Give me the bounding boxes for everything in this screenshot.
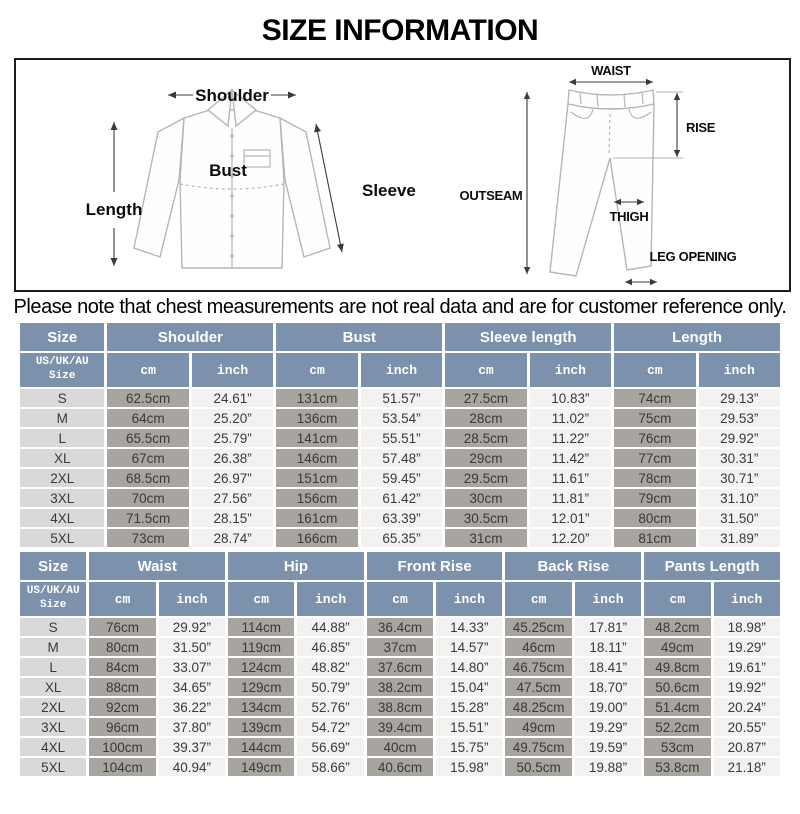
- unit-header-inch: inch: [575, 582, 641, 616]
- size-cell: S: [20, 618, 86, 636]
- inch-value-cell: 31.89”: [699, 529, 780, 547]
- inch-value-cell: 26.38”: [192, 449, 273, 467]
- tops-size-table: [17, 321, 783, 549]
- cm-value-cell: 151cm: [276, 469, 357, 487]
- cm-value-cell: 74cm: [614, 389, 695, 407]
- cm-value-cell: 70cm: [107, 489, 188, 507]
- inch-value-cell: 19.00”: [575, 698, 641, 716]
- inch-value-cell: 34.65”: [159, 678, 225, 696]
- size-cell: M: [20, 638, 86, 656]
- group-header-shoulder: Shoulder: [107, 323, 273, 351]
- cm-value-cell: 53.8cm: [644, 758, 710, 776]
- inch-value-cell: 56.69”: [297, 738, 363, 756]
- cm-value-cell: 29.5cm: [445, 469, 526, 487]
- inch-value-cell: 15.04”: [436, 678, 502, 696]
- cm-value-cell: 37.6cm: [367, 658, 433, 676]
- pants-waist-label: WAIST: [591, 63, 631, 78]
- arrowhead-icon: [524, 267, 530, 274]
- cm-value-cell: 39.4cm: [367, 718, 433, 736]
- inch-value-cell: 48.82”: [297, 658, 363, 676]
- inch-value-cell: 12.20”: [530, 529, 611, 547]
- arrowhead-icon: [646, 79, 653, 85]
- pants-thigh-label: THIGH: [609, 209, 649, 224]
- cm-value-cell: 77cm: [614, 449, 695, 467]
- inch-value-cell: 20.24”: [714, 698, 781, 716]
- size-table-row: [20, 529, 780, 547]
- inch-value-cell: 57.48”: [361, 449, 442, 467]
- cm-value-cell: 88cm: [89, 678, 155, 696]
- pants-rise-label: RISE: [686, 120, 716, 135]
- inch-value-cell: 29.13”: [699, 389, 780, 407]
- inch-value-cell: 31.50”: [159, 638, 225, 656]
- inch-value-cell: 11.81”: [530, 489, 611, 507]
- shirt-length-label: Length: [85, 200, 143, 219]
- pants-group-header-row: [20, 552, 780, 580]
- size-column-header: Size: [20, 552, 86, 580]
- cm-value-cell: 46.75cm: [505, 658, 571, 676]
- pants-leg-opening-label: LEG OPENING: [649, 249, 737, 264]
- arrowhead-icon: [625, 279, 632, 285]
- size-cell: M: [20, 409, 104, 427]
- inch-value-cell: 44.88”: [297, 618, 363, 636]
- size-table-row: [20, 758, 780, 776]
- cm-value-cell: 48.25cm: [505, 698, 571, 716]
- size-cell: 5XL: [20, 758, 86, 776]
- size-table-row: [20, 618, 780, 636]
- inch-value-cell: 29.53”: [699, 409, 780, 427]
- cm-value-cell: 38.8cm: [367, 698, 433, 716]
- shirt-measurement-diagram: [22, 60, 452, 290]
- shirt-left-sleeve: [134, 118, 184, 257]
- cm-value-cell: 49cm: [644, 638, 710, 656]
- inch-value-cell: 51.57”: [361, 389, 442, 407]
- unit-header-inch: inch: [192, 353, 273, 387]
- inch-value-cell: 25.79”: [192, 429, 273, 447]
- size-table-row: [20, 489, 780, 507]
- cm-value-cell: 76cm: [89, 618, 155, 636]
- cm-value-cell: 96cm: [89, 718, 155, 736]
- inch-value-cell: 31.50”: [699, 509, 780, 527]
- unit-header-inch: inch: [530, 353, 611, 387]
- cm-value-cell: 45.25cm: [505, 618, 571, 636]
- group-header-sleeve-length: Sleeve length: [445, 323, 611, 351]
- inch-value-cell: 15.98”: [436, 758, 502, 776]
- inch-value-cell: 19.88”: [575, 758, 641, 776]
- pants-measurement-diagram: [453, 60, 783, 290]
- inch-value-cell: 30.71”: [699, 469, 780, 487]
- cm-value-cell: 37cm: [367, 638, 433, 656]
- group-header-back-rise: Back Rise: [505, 552, 641, 580]
- group-header-length: Length: [614, 323, 780, 351]
- measurement-diagram-box: [14, 58, 791, 292]
- pants-outseam-label: OUTSEAM: [459, 188, 523, 203]
- size-table-row: [20, 389, 780, 407]
- cm-value-cell: 27.5cm: [445, 389, 526, 407]
- inch-value-cell: 19.61”: [714, 658, 781, 676]
- cm-value-cell: 166cm: [276, 529, 357, 547]
- inch-value-cell: 24.61”: [192, 389, 273, 407]
- inch-value-cell: 20.87”: [714, 738, 781, 756]
- size-cell: 4XL: [20, 738, 86, 756]
- inch-value-cell: 18.98”: [714, 618, 781, 636]
- inch-value-cell: 18.41”: [575, 658, 641, 676]
- inch-value-cell: 19.59”: [575, 738, 641, 756]
- unit-header-inch: inch: [159, 582, 225, 616]
- cm-value-cell: 50.5cm: [505, 758, 571, 776]
- inch-value-cell: 28.15”: [192, 509, 273, 527]
- cm-value-cell: 38.2cm: [367, 678, 433, 696]
- cm-value-cell: 46cm: [505, 638, 571, 656]
- cm-value-cell: 29cm: [445, 449, 526, 467]
- pants-size-table: [17, 550, 783, 778]
- cm-value-cell: 92cm: [89, 698, 155, 716]
- tops-unit-header-row: [20, 353, 780, 387]
- cm-value-cell: 49.75cm: [505, 738, 571, 756]
- shirt-right-sleeve: [280, 118, 330, 257]
- cm-value-cell: 40cm: [367, 738, 433, 756]
- inch-value-cell: 30.31”: [699, 449, 780, 467]
- cm-value-cell: 146cm: [276, 449, 357, 467]
- us-uk-au-size-header: US/UK/AU Size: [20, 353, 104, 387]
- shirt-shoulder-label: Shoulder: [195, 86, 269, 105]
- cm-value-cell: 48.2cm: [644, 618, 710, 636]
- cm-value-cell: 114cm: [228, 618, 294, 636]
- unit-header-cm: cm: [228, 582, 294, 616]
- group-header-bust: Bust: [276, 323, 442, 351]
- arrowhead-icon: [313, 123, 321, 132]
- inch-value-cell: 25.20”: [192, 409, 273, 427]
- inch-value-cell: 63.39”: [361, 509, 442, 527]
- inch-value-cell: 50.79”: [297, 678, 363, 696]
- inch-value-cell: 54.72”: [297, 718, 363, 736]
- size-cell: XL: [20, 449, 104, 467]
- cm-value-cell: 119cm: [228, 638, 294, 656]
- inch-value-cell: 52.76”: [297, 698, 363, 716]
- cm-value-cell: 47.5cm: [505, 678, 571, 696]
- cm-value-cell: 80cm: [89, 638, 155, 656]
- cm-value-cell: 76cm: [614, 429, 695, 447]
- inch-value-cell: 36.22”: [159, 698, 225, 716]
- inch-value-cell: 53.54”: [361, 409, 442, 427]
- cm-value-cell: 141cm: [276, 429, 357, 447]
- unit-header-cm: cm: [367, 582, 433, 616]
- inch-value-cell: 15.75”: [436, 738, 502, 756]
- shirt-sleeve-label: Sleeve: [362, 181, 416, 200]
- cm-value-cell: 75cm: [614, 409, 695, 427]
- cm-value-cell: 30.5cm: [445, 509, 526, 527]
- cm-value-cell: 84cm: [89, 658, 155, 676]
- cm-value-cell: 134cm: [228, 698, 294, 716]
- size-table-row: [20, 449, 780, 467]
- cm-value-cell: 52.2cm: [644, 718, 710, 736]
- size-table-row: [20, 509, 780, 527]
- cm-value-cell: 104cm: [89, 758, 155, 776]
- inch-value-cell: 39.37”: [159, 738, 225, 756]
- inch-value-cell: 18.70”: [575, 678, 641, 696]
- cm-value-cell: 40.6cm: [367, 758, 433, 776]
- inch-value-cell: 11.02”: [530, 409, 611, 427]
- inch-value-cell: 33.07”: [159, 658, 225, 676]
- pants-legs: [550, 104, 654, 276]
- cm-value-cell: 144cm: [228, 738, 294, 756]
- inch-value-cell: 31.10”: [699, 489, 780, 507]
- group-header-front-rise: Front Rise: [367, 552, 503, 580]
- cm-value-cell: 129cm: [228, 678, 294, 696]
- inch-value-cell: 58.66”: [297, 758, 363, 776]
- size-table-row: [20, 469, 780, 487]
- arrowhead-icon: [674, 150, 680, 157]
- inch-value-cell: 21.18”: [714, 758, 781, 776]
- cm-value-cell: 50.6cm: [644, 678, 710, 696]
- inch-value-cell: 65.35”: [361, 529, 442, 547]
- group-header-hip: Hip: [228, 552, 364, 580]
- size-table-row: [20, 429, 780, 447]
- cm-value-cell: 124cm: [228, 658, 294, 676]
- size-information-page: [0, 14, 800, 778]
- inch-value-cell: 37.80”: [159, 718, 225, 736]
- inch-value-cell: 28.74”: [192, 529, 273, 547]
- size-table-row: [20, 638, 780, 656]
- cm-value-cell: 67cm: [107, 449, 188, 467]
- unit-header-inch: inch: [436, 582, 502, 616]
- inch-value-cell: 12.01”: [530, 509, 611, 527]
- size-table-row: [20, 718, 780, 736]
- inch-value-cell: 14.80”: [436, 658, 502, 676]
- size-cell: 5XL: [20, 529, 104, 547]
- inch-value-cell: 15.28”: [436, 698, 502, 716]
- size-table-row: [20, 658, 780, 676]
- cm-value-cell: 149cm: [228, 758, 294, 776]
- inch-value-cell: 27.56”: [192, 489, 273, 507]
- arrowhead-icon: [288, 92, 296, 99]
- size-cell: 2XL: [20, 698, 86, 716]
- cm-value-cell: 100cm: [89, 738, 155, 756]
- inch-value-cell: 20.55”: [714, 718, 781, 736]
- arrowhead-icon: [111, 122, 118, 130]
- inch-value-cell: 18.11”: [575, 638, 641, 656]
- size-cell: L: [20, 658, 86, 676]
- size-cell: L: [20, 429, 104, 447]
- unit-header-cm: cm: [445, 353, 526, 387]
- inch-value-cell: 29.92”: [699, 429, 780, 447]
- size-cell: S: [20, 389, 104, 407]
- arrowhead-icon: [524, 92, 530, 99]
- cm-value-cell: 28cm: [445, 409, 526, 427]
- cm-value-cell: 139cm: [228, 718, 294, 736]
- inch-value-cell: 10.83”: [530, 389, 611, 407]
- inch-value-cell: 46.85”: [297, 638, 363, 656]
- unit-header-cm: cm: [89, 582, 155, 616]
- cm-value-cell: 30cm: [445, 489, 526, 507]
- unit-header-cm: cm: [276, 353, 357, 387]
- shirt-bust-label: Bust: [209, 161, 247, 180]
- cm-value-cell: 28.5cm: [445, 429, 526, 447]
- arrowhead-icon: [569, 79, 576, 85]
- cm-value-cell: 53cm: [644, 738, 710, 756]
- arrowhead-icon: [168, 92, 176, 99]
- arrowhead-icon: [337, 243, 345, 252]
- size-cell: 3XL: [20, 489, 104, 507]
- size-table-row: [20, 409, 780, 427]
- cm-value-cell: 64cm: [107, 409, 188, 427]
- cm-value-cell: 79cm: [614, 489, 695, 507]
- tops-group-header-row: [20, 323, 780, 351]
- arrowhead-icon: [674, 93, 680, 100]
- us-uk-au-size-header: US/UK/AU Size: [20, 582, 86, 616]
- cm-value-cell: 78cm: [614, 469, 695, 487]
- size-column-header: Size: [20, 323, 104, 351]
- unit-header-cm: cm: [107, 353, 188, 387]
- inch-value-cell: 19.92”: [714, 678, 781, 696]
- cm-value-cell: 36.4cm: [367, 618, 433, 636]
- page-title: SIZE INFORMATION: [261, 14, 539, 47]
- cm-value-cell: 131cm: [276, 389, 357, 407]
- size-cell: 2XL: [20, 469, 104, 487]
- cm-value-cell: 73cm: [107, 529, 188, 547]
- cm-value-cell: 31cm: [445, 529, 526, 547]
- cm-value-cell: 161cm: [276, 509, 357, 527]
- inch-value-cell: 11.61”: [530, 469, 611, 487]
- size-table-row: [20, 678, 780, 696]
- size-table-row: [20, 698, 780, 716]
- pants-unit-header-row: [20, 582, 780, 616]
- inch-value-cell: 29.92”: [159, 618, 225, 636]
- unit-header-cm: cm: [505, 582, 571, 616]
- inch-value-cell: 11.22”: [530, 429, 611, 447]
- cm-value-cell: 62.5cm: [107, 389, 188, 407]
- inch-value-cell: 55.51”: [361, 429, 442, 447]
- inch-value-cell: 59.45”: [361, 469, 442, 487]
- size-table-row: [20, 738, 780, 756]
- cm-value-cell: 49cm: [505, 718, 571, 736]
- inch-value-cell: 17.81”: [575, 618, 641, 636]
- inch-value-cell: 14.57”: [436, 638, 502, 656]
- group-header-waist: Waist: [89, 552, 225, 580]
- inch-value-cell: 40.94”: [159, 758, 225, 776]
- cm-value-cell: 68.5cm: [107, 469, 188, 487]
- cm-value-cell: 136cm: [276, 409, 357, 427]
- cm-value-cell: 65.5cm: [107, 429, 188, 447]
- group-header-pants-length: Pants Length: [644, 552, 780, 580]
- cm-value-cell: 156cm: [276, 489, 357, 507]
- arrowhead-icon: [650, 279, 657, 285]
- inch-value-cell: 61.42”: [361, 489, 442, 507]
- unit-header-cm: cm: [614, 353, 695, 387]
- unit-header-inch: inch: [699, 353, 780, 387]
- unit-header-inch: inch: [361, 353, 442, 387]
- inch-value-cell: 19.29”: [714, 638, 781, 656]
- unit-header-cm: cm: [644, 582, 710, 616]
- inch-value-cell: 11.42”: [530, 449, 611, 467]
- unit-header-inch: inch: [714, 582, 781, 616]
- arrowhead-icon: [111, 258, 118, 266]
- cm-value-cell: 71.5cm: [107, 509, 188, 527]
- cm-value-cell: 80cm: [614, 509, 695, 527]
- size-cell: 4XL: [20, 509, 104, 527]
- inch-value-cell: 15.51”: [436, 718, 502, 736]
- cm-value-cell: 49.8cm: [644, 658, 710, 676]
- cm-value-cell: 51.4cm: [644, 698, 710, 716]
- size-cell: 3XL: [20, 718, 86, 736]
- inch-value-cell: 19.29”: [575, 718, 641, 736]
- cm-value-cell: 81cm: [614, 529, 695, 547]
- size-cell: XL: [20, 678, 86, 696]
- inch-value-cell: 14.33”: [436, 618, 502, 636]
- unit-header-inch: inch: [297, 582, 363, 616]
- reference-note: Please note that chest measurements are not real data and are for customer reference only.: [13, 296, 787, 318]
- inch-value-cell: 26.97”: [192, 469, 273, 487]
